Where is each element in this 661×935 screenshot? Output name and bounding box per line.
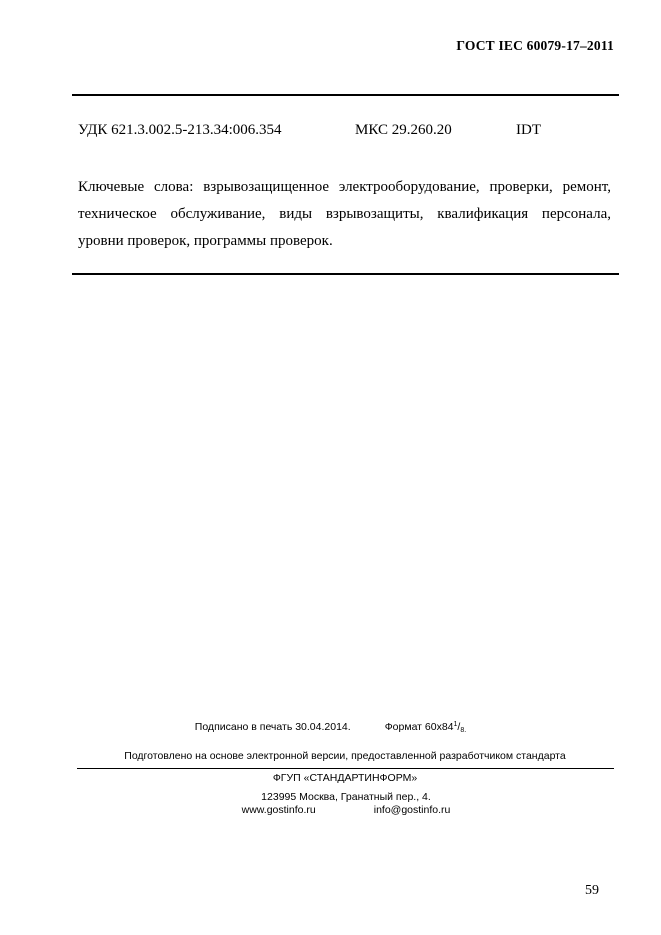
signed-date: Подписано в печать 30.04.2014. [194,721,351,733]
mks-code: МКС 29.260.20 [355,122,452,138]
prepared-note: Подготовлено на основе электронной версии, предоставленной разработчиком стандарта [124,750,566,762]
format-end: . [464,727,467,734]
page-number: 59 [585,883,599,898]
udk-code: УДК 621.3.002.5-213.34:006.354 [78,122,282,138]
publisher-contacts [0,804,661,816]
email-link[interactable]: info@gostinfo.ru [373,804,451,816]
publisher-name: ФГУП «СТАНДАРТИНФОРМ» [272,772,418,784]
format-denominator: 8 [460,727,465,734]
keywords-line-1: Ключевые слова: взрывозащищенное электрооборудование, проверки, ремонт, [78,179,611,195]
bottom-divider [72,273,619,275]
publisher-address: 123995 Москва, Гранатный пер., 4. [261,791,431,803]
imprint-signed-line [0,721,661,734]
keywords-paragraph [78,174,611,255]
idt-label: IDT [516,122,541,138]
standard-code: ГОСТ IEC 60079-17–2011 [456,38,614,53]
keywords-line-3: уровни проверок, программы проверок. [78,233,333,249]
format-numerator: 1 [453,721,458,728]
top-divider [72,94,619,96]
format-slash: / [457,721,461,733]
format-label: Формат 60х84 [384,721,454,733]
keywords-line-2: техническое обслуживание, виды взрывозащиты, квалификация персонала, [78,206,611,222]
website-link[interactable]: www.gostinfo.ru [241,804,316,816]
imprint-divider [77,768,614,769]
